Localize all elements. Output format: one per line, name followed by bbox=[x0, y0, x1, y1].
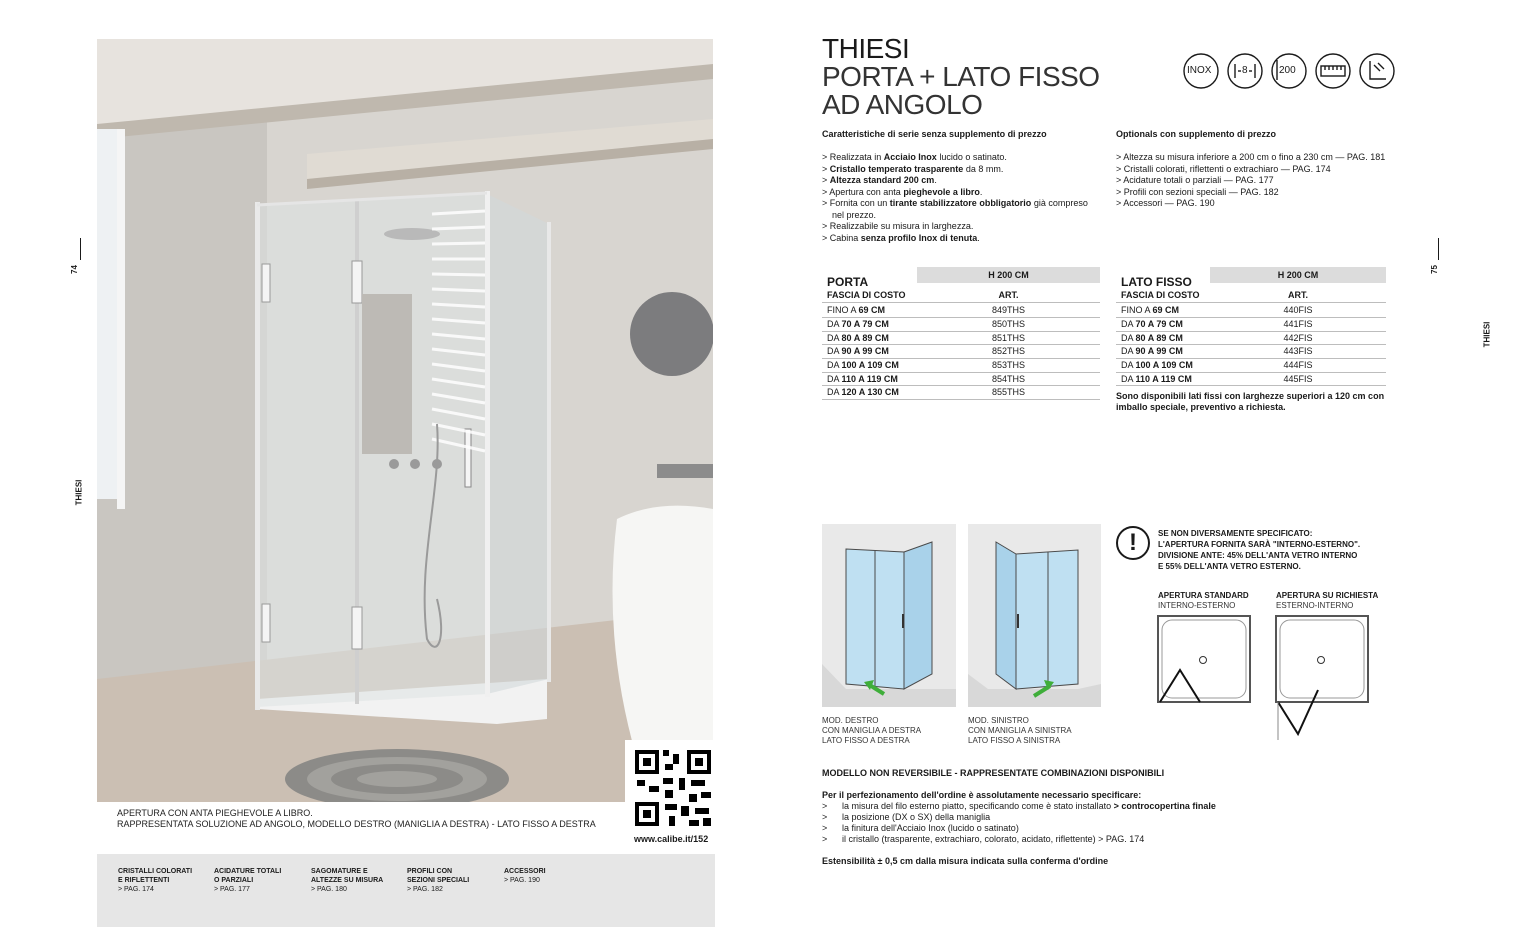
model-right-caption: MOD. DESTRO CON MANIGLIA A DESTRA LATO FISSO A DESTRA bbox=[822, 716, 922, 745]
non-reversible-note: MODELLO NON REVERSIBILE - RAPPRESENTATE COMBINAZIONI DISPONIBILI bbox=[822, 768, 1165, 778]
table-row: DA 90 A 99 CM 443FIS bbox=[1116, 345, 1386, 359]
model-right-diagram bbox=[822, 524, 956, 707]
list-item: > Cristallo temperato trasparente da 8 mm. bbox=[822, 163, 1004, 174]
footer-item bbox=[311, 867, 383, 894]
feature-icons bbox=[1182, 52, 1396, 90]
table-row: DA 70 A 79 CM 850THS bbox=[822, 318, 1100, 332]
table-row: DA 80 A 89 CM 851THS bbox=[822, 332, 1100, 346]
list-item: > Apertura con anta pieghevole a libro. bbox=[822, 186, 983, 197]
warning-text: SE NON DIVERSAMENTE SPECIFICATO: L'APERTURA FORNITA SARÀ "INTERNO-ESTERNO". DIVISIONE ANTE: 45% DELL'ANTA VETRO INTERNO E 55% DELL'ANTA VETRO ESTERNO. bbox=[1158, 529, 1361, 571]
page-number-line-left bbox=[80, 238, 81, 260]
caption-line-2: RAPPRESENTATA SOLUZIONE AD ANGOLO, MODELLO DESTRO (MANIGLIA A DESTRA) - LATO FISSO A DESTRA bbox=[117, 819, 596, 829]
table-row: DA 80 A 89 CM 442FIS bbox=[1116, 332, 1386, 346]
table-height-header: H 200 CM bbox=[917, 267, 1100, 283]
caption-line-1: APERTURA CON ANTA PIEGHEVOLE A LIBRO. bbox=[117, 808, 313, 818]
footer-title: ACCESSORI bbox=[504, 868, 546, 875]
porta-price-table bbox=[822, 267, 1100, 407]
model-left-caption: MOD. SINISTRO CON MANIGLIA A SINISTRA LATO FISSO A SINISTRA bbox=[968, 716, 1072, 745]
table-header-row: FASCIA DI COSTO ART. bbox=[822, 289, 1100, 303]
table-row: DA 110 A 119 CM 854THS bbox=[822, 373, 1100, 387]
list-item: > Cabina senza profilo Inox di tenuta. bbox=[822, 232, 980, 243]
options-footer bbox=[97, 854, 715, 927]
footer-title: SEZIONI SPECIALI bbox=[407, 877, 470, 884]
list-item: > Altezza su misura inferiore a 200 cm o fino a 230 cm — PAG. 181 bbox=[1116, 152, 1386, 162]
order-instructions bbox=[822, 790, 1216, 845]
list-item: > Profili con sezioni speciali — PAG. 182 bbox=[1116, 186, 1279, 197]
footer-title: ALTEZZE SU MISURA bbox=[311, 877, 384, 884]
table-row: DA 100 A 109 CM 444FIS bbox=[1116, 359, 1386, 373]
list-item: > la finitura dell'Acciaio Inox (lucido o satinato) bbox=[822, 823, 1019, 833]
table-title: LATO FISSO bbox=[1121, 275, 1192, 289]
side-title-left: THIESI bbox=[74, 479, 84, 506]
table-row: DA 110 A 119 CM 445FIS bbox=[1116, 373, 1386, 387]
measure-icon bbox=[1321, 52, 1345, 90]
list-item: > la misura del filo esterno piatto, specificando come è stato installato > controcopertina finale bbox=[822, 801, 1216, 811]
optionals-heading: Optionals con supplemento di prezzo bbox=[1116, 129, 1277, 139]
model-left-diagram bbox=[968, 524, 1101, 707]
easy-clean-icon bbox=[1365, 52, 1389, 90]
side-title-right: THIESI bbox=[1482, 321, 1492, 348]
list-item: > Realizzata in Acciaio Inox lucido o satinato. bbox=[822, 152, 1007, 162]
list-item: > Altezza standard 200 cm. bbox=[822, 175, 937, 185]
footer-page: > PAG. 180 bbox=[311, 886, 347, 893]
product-photo bbox=[97, 39, 713, 802]
opening-request-sub: ESTERNO-INTERNO bbox=[1276, 601, 1354, 610]
product-title: THIESI bbox=[822, 33, 910, 64]
footer-page: > PAG. 174 bbox=[118, 886, 154, 893]
list-item: > Realizzabile su misura in larghezza. bbox=[822, 221, 974, 231]
footer-title: PROFILI CON bbox=[407, 868, 453, 875]
inox-icon: INOX bbox=[1187, 65, 1212, 76]
opening-standard-sub: INTERNO-ESTERNO bbox=[1158, 601, 1236, 610]
extensibility-note: Estensibilità ± 0,5 cm dalla misura indicata sulla conferma d'ordine bbox=[822, 856, 1109, 866]
list-item: > Accessori — PAG. 190 bbox=[1116, 198, 1215, 208]
list-item: > Fornita con un tirante stabilizzatore obbligatorio già compreso bbox=[822, 198, 1088, 208]
footer-page: > PAG. 182 bbox=[407, 886, 443, 893]
page-number-right: 75 bbox=[1429, 265, 1439, 274]
optionals-list bbox=[1116, 152, 1385, 210]
footer-item bbox=[118, 867, 192, 894]
opening-standard-title: APERTURA STANDARD bbox=[1158, 591, 1249, 600]
footer-title: SAGOMATURE E bbox=[311, 868, 368, 875]
table-row: DA 70 A 79 CM 441FIS bbox=[1116, 318, 1386, 332]
standard-features-list bbox=[822, 152, 1088, 244]
page-number-line-right bbox=[1438, 238, 1439, 260]
footer-title: E RIFLETTENTI bbox=[118, 877, 170, 884]
lato-fisso-note: Sono disponibili lati fissi con larghezze superiori a 120 cm con imballo speciale, preventivo a richiesta. bbox=[1116, 391, 1385, 412]
footer-page: > PAG. 177 bbox=[214, 886, 250, 893]
footer-item bbox=[214, 867, 281, 894]
footer-page: > PAG. 190 bbox=[504, 877, 540, 884]
table-row: DA 90 A 99 CM 852THS bbox=[822, 345, 1100, 359]
list-item: nel prezzo. bbox=[832, 209, 877, 220]
table-height-header: H 200 CM bbox=[1210, 267, 1386, 283]
table-title: PORTA bbox=[827, 275, 869, 289]
height-icon: 200 bbox=[1279, 65, 1296, 76]
opening-standard-diagram bbox=[1152, 612, 1256, 708]
qr-url[interactable]: www.calibe.it/152 bbox=[634, 834, 709, 844]
footer-item bbox=[407, 867, 469, 894]
opening-request-diagram bbox=[1270, 612, 1374, 744]
footer-title: CRISTALLI COLORATI bbox=[118, 868, 193, 875]
table-row: DA 120 A 130 CM 855THS bbox=[822, 386, 1100, 400]
footer-title: ACIDATURE TOTALI bbox=[214, 868, 282, 875]
opening-request-title: APERTURA SU RICHIESTA bbox=[1276, 591, 1379, 600]
table-header-row: FASCIA DI COSTO ART. bbox=[1116, 289, 1386, 303]
product-subtitle-2: AD ANGOLO bbox=[822, 89, 983, 120]
list-item: > Acidature totali o parziali — PAG. 177 bbox=[1116, 175, 1274, 185]
lato-fisso-price-table bbox=[1116, 267, 1386, 392]
order-intro: Per il perfezionamento dell'ordine è assolutamente necessario specificare: bbox=[822, 790, 1142, 800]
warning-icon: ! bbox=[1116, 526, 1150, 560]
glass-thickness-icon: 8 bbox=[1242, 65, 1248, 76]
table-row: FINO A 69 CM 440FIS bbox=[1116, 304, 1386, 318]
qr-code[interactable] bbox=[625, 740, 715, 846]
product-subtitle-1: PORTA + LATO FISSO bbox=[822, 61, 1100, 92]
footer-title: O PARZIALI bbox=[214, 877, 254, 884]
standard-features-heading: Caratteristiche di serie senza supplemento di prezzo bbox=[822, 129, 1047, 139]
footer-item bbox=[504, 867, 546, 885]
photo-caption bbox=[117, 808, 596, 830]
list-item: > Cristalli colorati, riflettenti o extrachiaro — PAG. 174 bbox=[1116, 163, 1331, 174]
list-item: > la posizione (DX o SX) della maniglia bbox=[822, 812, 991, 822]
table-row: DA 100 A 109 CM 853THS bbox=[822, 359, 1100, 373]
page-number-left: 74 bbox=[69, 265, 79, 274]
list-item: > il cristallo (trasparente, extrachiaro, colorato, acidato, riflettente) > PAG. 174 bbox=[822, 834, 1145, 844]
table-row: FINO A 69 CM 849THS bbox=[822, 304, 1100, 318]
